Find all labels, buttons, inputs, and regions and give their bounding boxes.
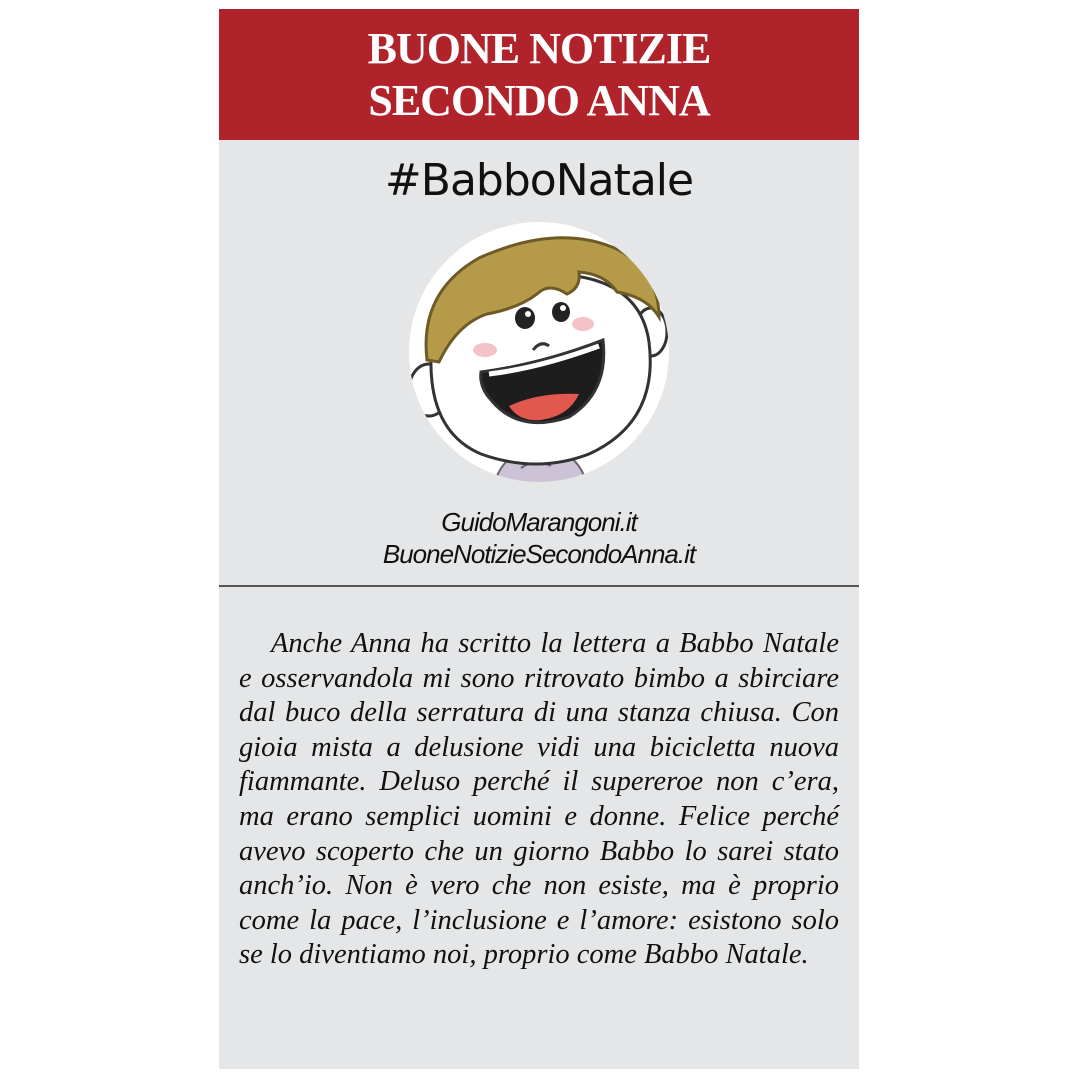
news-card [219, 9, 859, 1069]
website-guido-marangoni: GuidoMarangoni.it [441, 507, 637, 537]
author-websites [219, 506, 859, 570]
divider [219, 585, 859, 587]
header-title-line-1: BUONE NOTIZIE [367, 23, 711, 73]
column-header [219, 9, 859, 140]
avatar [409, 222, 669, 482]
smiling-child-cartoon-icon [409, 222, 669, 482]
hashtag-title: #BabboNatale [384, 155, 694, 206]
article-body: Anche Anna ha scritto la lettera a Babbo Natale e osservandola mi sono ritrovato bimbo a sbirciare dal buco della serratura di una stanza chiusa. Con gioia mista a delusione vidi una bicicletta nuova fiammante. Deluso perché il supereroe non c’era, ma erano semplici uomini e donne. Felice perché avevo scoperto che un giorno Babbo lo sarei stato anch’io. Non è vero che non esiste, ma è proprio come la pace, l’inclusione e l’amore: esistono solo se lo diventiamo noi, proprio come Babbo Natale. [239, 628, 839, 971]
header-title-line-2: SECONDO ANNA [368, 75, 710, 125]
website-buone-notizie: BuoneNotizieSecondoAnna.it [382, 539, 696, 569]
